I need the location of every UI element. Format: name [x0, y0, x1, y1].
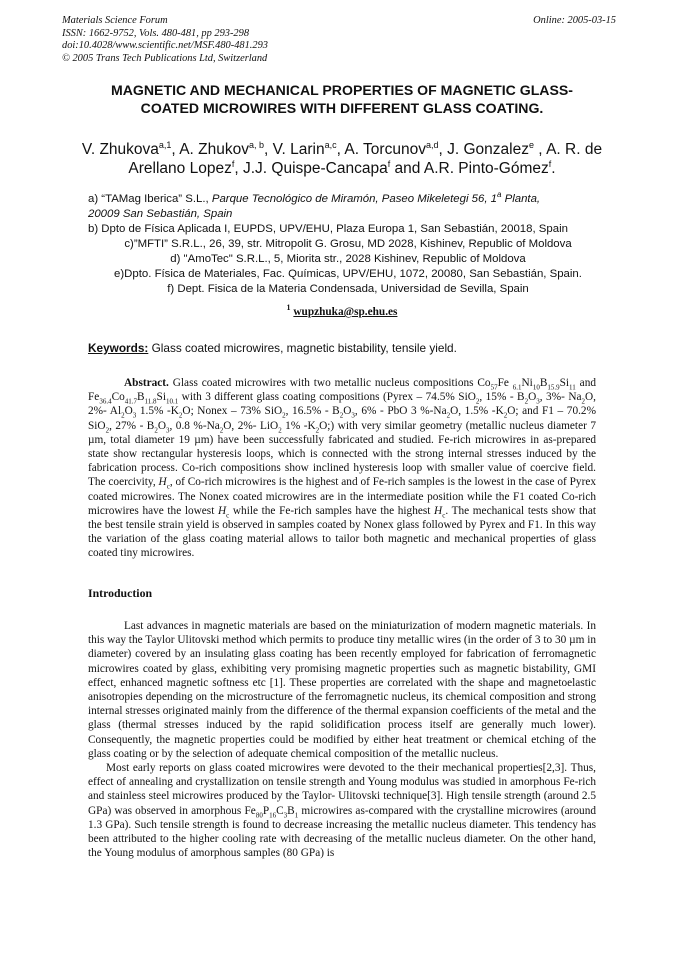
- author-name: A.R. Pinto-Gómez: [423, 160, 549, 177]
- author-sep: ,: [438, 141, 448, 158]
- affil-a-address-end: Planta,: [501, 193, 541, 205]
- affiliation-list: [88, 192, 608, 297]
- author-sep: ,: [171, 141, 180, 158]
- online-date: Online: 2005-03-15: [533, 15, 616, 26]
- introduction-body: [88, 619, 596, 860]
- affil-a-prefix: a) “TAMag Iberica” S.L.,: [88, 193, 212, 205]
- author-name: A. Torcunov: [344, 141, 426, 158]
- author-affil: a,d: [425, 139, 439, 150]
- affil-a-sup: a: [497, 190, 502, 200]
- author-sep: ,: [234, 160, 243, 177]
- author-sep: ,: [263, 141, 273, 158]
- author-name: A. Zhukov: [179, 141, 249, 158]
- affiliation-c: c)”MFTI” S.R.L., 26, 39, str. Mitropolit G. Grosu, MD 2028, Kishinev, Republic of Moldova: [124, 238, 572, 250]
- author-affil: f: [387, 158, 391, 169]
- paragraph-1: Last advances in magnetic materials are based on the miniaturization of modern magnetic materials. In this way the Taylor Ulitovski method which permits to produce tiny metallic wires (in the order of 3 to 30 µm in diameter) covered by an insulating glass coating has been recently employed for fabrication of ferromagnetic microwires coated by glass, exhibiting very promising magnetic properties such as magnetic bistability, GMI effect, enhanced magnetic softness etc [1]. These properties are correlated with the shape and magnetoelastic anisotropies depending on the microstructure of the ferromagnetic nucleus, its chemical composition and strong internal stresses originated mainly from the difference of the thermal expansion coefficients of the metal and the glass (thermal stresses induced by the rapid solidification process itself are generally much lower). Consequently, the magnetic properties could be modified by either heat treatment or chemical etching of the glass coating or by the selection of adequate chemical composition of the metallic nucleus.: [88, 620, 596, 760]
- author-name: V. Zhukova: [81, 141, 159, 158]
- email-marker: 1: [286, 303, 291, 313]
- author-affil: e: [528, 139, 534, 150]
- abstract: Abstract. Glass coated microwires with two metallic nucleus compositions $Co_{57}Fe$ $_{6.1}Ni_{10}B_{15.9}Si_{11}$ and $Fe_{36.4}Co_{41.7}B_{11.8}Si_{10.1}$ with 3 different glass coating compositions (Pyrex – 74.5% SiO$_2$, $15\% - B_2O_3$, 3%- $Na_2O$, 2%- $Al_2O_3$ 1.5% $-K_2O$; Nonex – 73% SiO$_2$, $16.5\% - B_2O_3$, 6% - PbO 3 $\%-Na_2O$, 1.5% $-K_2O$; and F1 – 70.2% SiO$_2$, $27\% - B_2O_3$, 0.8 $\%-Na_2O$, 2%- LiO$_2$ 1% $-K_2O$;) with very similar geometry (metallic nucleus diameter 7 µm, total diameter 19 µm) have been successfully fabricated and studied. Fe-rich microwires in as-prepared state show rectangular hysteresis loops, which is connected with the strong internal stresses induced by the fabrication process. Co-rich compositions show inclined hysteresis loop with smaller value of coercive field. The coercivity, $H_c$, of Co-rich microwires is the highest and of Fe-rich samples is the lowest in the case of Pyrex coated microwires. The Nonex coated microwires are in the intermediate position while the F1 coated Co-rich microwires have the lowest $H_c$ while the Fe-rich samples have the highest $H_c$. The mechanical tests show that the best tensile strain yield is observed in samples coated by Nonex glass followed by Pyrex and F1. In this way the variation of the glass coating material allows to tailor both magnetic and mechanical properties of glass coated tiny microwires.: [88, 377, 597, 560]
- keywords: [88, 341, 608, 355]
- author-name: J.J. Quispe-Cancapa: [242, 160, 388, 177]
- corresponding-email: [88, 303, 596, 318]
- email-address[interactable]: wupzhuka@sp.ehu.es: [293, 306, 398, 318]
- journal-header: [62, 15, 268, 65]
- author-sep: ,: [336, 141, 345, 158]
- author-affil: f: [548, 158, 552, 169]
- section-heading-introduction: Introduction: [88, 586, 153, 600]
- affiliation-e: e)Dpto. Física de Materiales, Fac. Químicas, UPV/EHU, 1072, 20080, San Sebastián, Spain.: [114, 268, 582, 280]
- affil-a-address: Parque Tecnológico de Miramón, Paseo Mikeletegi 56, 1: [211, 193, 498, 205]
- copyright-line: © 2005 Trans Tech Publications Ltd, Switzerland: [62, 52, 268, 64]
- affiliation-b: b) Dpto de Física Aplicada I, EUPDS, UPV/EHU, Plaza Europa 1, San Sebastián, 20018, Spain: [88, 223, 568, 235]
- author-affil: a, b: [248, 139, 264, 150]
- author-name: A. R. de Arellano Lopez: [128, 141, 603, 177]
- keywords-text: Glass coated microwires, magnetic bistability, tensile yield.: [148, 341, 457, 355]
- affil-a-city: 20009 San Sebastián, Spain: [88, 208, 233, 220]
- doi-line: doi:10.4028/www.scientific.net/MSF.480-481.293: [62, 40, 268, 52]
- abstract-label: Abstract.: [124, 377, 169, 389]
- author-sep: ,: [533, 141, 547, 158]
- author-sep: .: [551, 160, 556, 177]
- affiliation-d: d) "AmoTec" S.R.L., 5, Miorita str., 2028 Kishinev, Republic of Moldova: [170, 253, 526, 265]
- author-sep: and: [390, 160, 424, 177]
- author-affil: a,1: [158, 139, 172, 150]
- journal-name: Materials Science Forum: [62, 15, 168, 26]
- title-line-1: MAGNETIC AND MECHANICAL PROPERTIES OF MAGNETIC GLASS-: [111, 82, 573, 98]
- author-affil: a,c: [324, 139, 337, 150]
- issn-line: ISSN: 1662-9752, Vols. 480-481, pp 293-298: [62, 27, 250, 39]
- affiliation-a-line2: [88, 207, 608, 222]
- affiliation-f: f) Dept. Fisica de la Materia Condensada, Universidad de Sevilla, Spain: [167, 283, 529, 295]
- affiliation-a: [88, 192, 608, 207]
- author-affil: f: [231, 158, 235, 169]
- keywords-label: Keywords:: [88, 341, 149, 355]
- title-line-2: COATED MICROWIRES WITH DIFFERENT GLASS COATING.: [140, 99, 544, 116]
- paragraph-2: Most early reports on glass coated microwires were devoted to the their mechanical properties[2,3]. Thus, effect of annealing and crystallization on tensile strength and Young modulus was studied in amorphous Fe-rich and stainless steel microwires produced by the Taylor- Ulitovski technique[3]. High tensile strength (around 2.5 GPa) was observed in amorphous $Fe_{80}P_{16}C_3B_1$ microwires as-compared with the crystalline microwires (around 1.3 GPa). Such tensile strength is found to decrease increasing the metallic nucleus diameter. This tendency has been attributed to the higher cooling rate with decreasing of the metallic nucleus diameter. On the other hand, the Young modulus of amorphous samples (80 GPa) is: [88, 762, 596, 860]
- author-name: V. Larin: [272, 141, 325, 158]
- paper-title: [88, 82, 596, 117]
- author-list: [80, 140, 604, 178]
- author-name: J. Gonzalez: [447, 141, 529, 158]
